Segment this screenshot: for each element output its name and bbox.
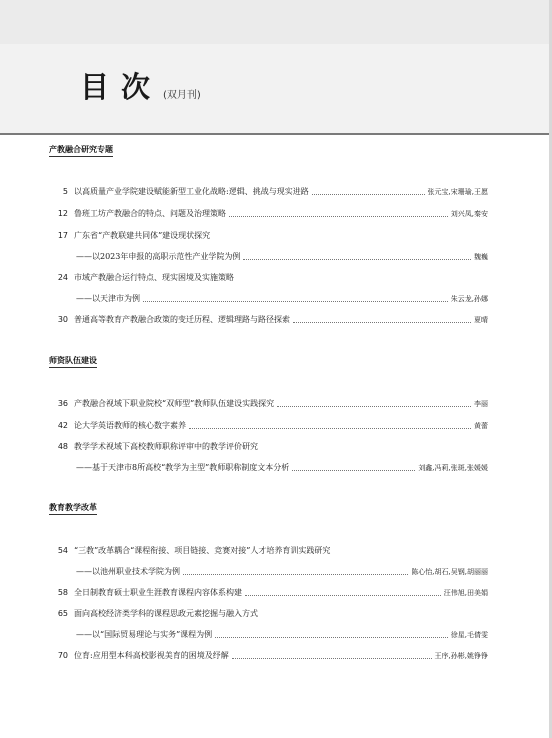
toc-entry[interactable] (44, 313, 488, 325)
page-number: 5 (62, 187, 68, 196)
entry-authors: 汪伟旭,田美娟 (443, 589, 488, 597)
leader-dots (189, 427, 471, 429)
toc-entry[interactable] (44, 440, 488, 452)
entry-title: 广东省“产教联建共同体”建设现状探究 (74, 231, 211, 240)
leader-dots (312, 193, 425, 195)
entry-authors: 魏巍 (474, 253, 488, 261)
entry-title: 产教融合视域下职业院校“双师型”教师队伍建设实践探究 (74, 399, 275, 408)
toc-entry[interactable] (44, 397, 488, 409)
leader-dots (215, 636, 448, 638)
toc-entry[interactable] (44, 419, 488, 431)
toc-entry[interactable] (44, 649, 488, 661)
page-number: 58 (57, 588, 68, 597)
toc-entry[interactable] (44, 544, 488, 556)
header-shade (0, 0, 552, 44)
entry-authors: 黄蕾 (474, 422, 488, 430)
entry-authors: 王序,孙彬,姚铮铮 (434, 652, 488, 660)
page-number: 48 (57, 442, 68, 451)
entry-title: 教学学术视域下高校教师职称评审中的教学评价研究 (74, 442, 258, 451)
entry-subtitle: ——基于天津市8所高校“教学为主型”教师职称制度文本分析 (76, 463, 290, 472)
page-number: 17 (57, 231, 68, 240)
leader-dots (232, 657, 432, 659)
entry-title: 普通高等教育产教融合政策的变迁历程、逻辑理路与路径探索 (74, 315, 290, 324)
leader-dots (143, 300, 448, 302)
entry-authors: 陈心怡,胡石,吴钢,胡丽丽 (411, 568, 488, 576)
entry-subtitle: ——以2023年申报的高职示范性产业学院为例 (76, 252, 241, 261)
entry-subtitle: ——以池州职业技术学院为例 (76, 567, 180, 576)
page-number: 24 (57, 273, 68, 282)
toc-subentry[interactable] (76, 565, 488, 577)
leader-dots (292, 469, 415, 471)
page-number: 70 (57, 651, 68, 660)
leader-dots (245, 594, 441, 596)
page-number: 12 (57, 209, 68, 218)
page-number: 54 (57, 546, 68, 555)
entry-authors: 朱云龙,孙娜 (450, 295, 488, 303)
page-number: 42 (57, 421, 68, 430)
entry-authors: 刘兴凤,秦安 (450, 210, 488, 218)
toc-subentry[interactable] (76, 461, 488, 473)
toc-subentry[interactable] (76, 292, 488, 304)
page-subtitle: (双月刊) (163, 90, 201, 101)
header-rule (0, 133, 552, 135)
page-number: 36 (57, 399, 68, 408)
entry-subtitle: ——以天津市为例 (76, 294, 140, 303)
leader-dots (243, 258, 471, 260)
section-heading: 师资队伍建设 (49, 356, 97, 368)
section-heading: 教育教学改革 (49, 503, 97, 515)
entry-authors: 张元宝,宋珊瑜,王愿 (427, 188, 488, 196)
leader-dots (183, 573, 408, 575)
toc-entry[interactable] (44, 586, 488, 598)
leader-dots (277, 405, 471, 407)
toc-entry[interactable] (44, 229, 488, 241)
entry-title: 鲁班工坊产教融合的特点、问题及治理策略 (74, 209, 226, 218)
entry-authors: 李丽 (474, 400, 488, 408)
entry-title: “三教”改革耦合“课程衔接、项目链接、竞赛对接”人才培养育训实践研究 (74, 546, 331, 555)
toc-entry[interactable] (44, 271, 488, 283)
toc-subentry[interactable] (76, 250, 488, 262)
toc-entry[interactable] (44, 607, 488, 619)
entry-title: 位育:应用型本科高校影视美育的困境及纾解 (74, 651, 229, 660)
entry-authors: 徐星,毛倩雯 (450, 631, 488, 639)
toc-subentry[interactable] (76, 628, 488, 640)
entry-authors: 夏晴 (474, 316, 488, 324)
entry-title: 以高质量产业学院建设赋能新型工业化战略:逻辑、挑战与现实进路 (74, 187, 309, 196)
entry-title: 论大学英语教师的核心数字素养 (74, 421, 186, 430)
toc-entry[interactable] (44, 185, 488, 197)
entry-subtitle: ——以“国际贸易理论与实务”课程为例 (76, 630, 213, 639)
page-number: 65 (57, 609, 68, 618)
leader-dots (229, 215, 448, 217)
entry-title: 面向高校经济类学科的课程思政元素挖掘与融入方式 (74, 609, 258, 618)
entry-title: 市域产教融合运行特点、现实困境及实施策略 (74, 273, 234, 282)
page-title: 目次 (80, 70, 163, 104)
entry-title: 全日制教育硕士职业生涯教育课程内容体系构建 (74, 588, 242, 597)
entry-authors: 刘鑫,冯莉,张斑,张媛媛 (418, 464, 488, 472)
page-number: 30 (57, 315, 68, 324)
toc-entry[interactable] (44, 207, 488, 219)
leader-dots (293, 321, 471, 323)
section-heading: 产教融合研究专题 (49, 145, 113, 157)
